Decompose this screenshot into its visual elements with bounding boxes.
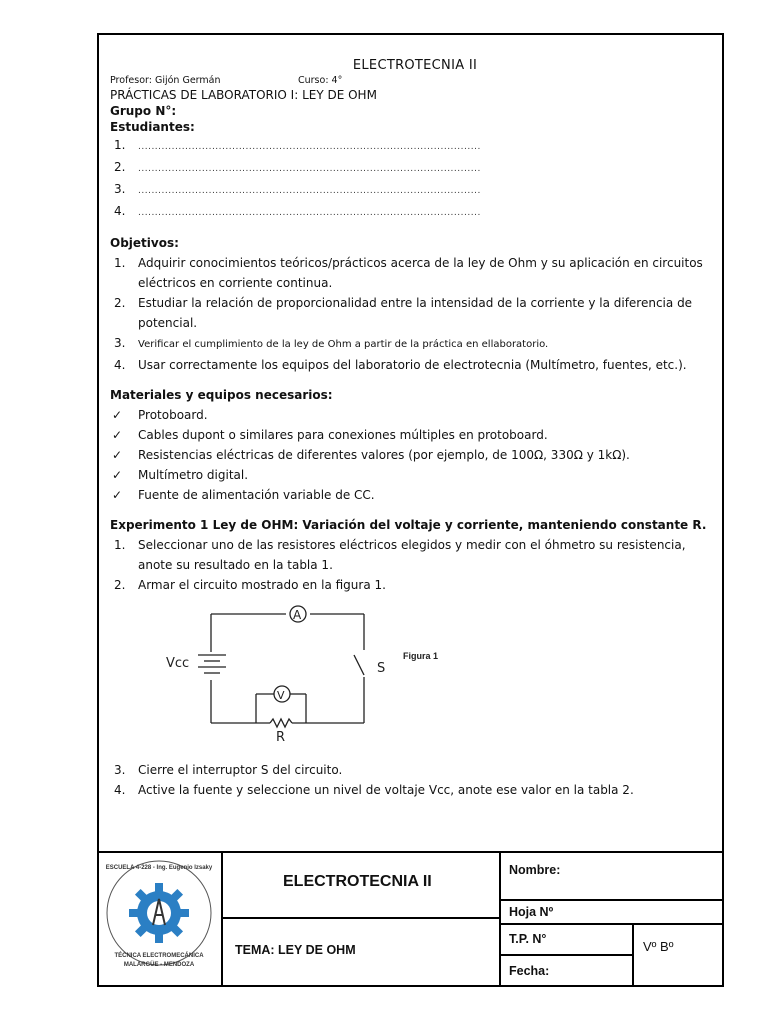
objetivo-item (110, 253, 720, 293)
experimento-heading: Experimento 1 Ley de OHM: Variación del voltaje y corriente, manteniendo constante R. (110, 518, 707, 532)
student-blank: ...................................................................................................... (138, 164, 481, 174)
logo-mid-text: TÉCNICA ELECTROMECÁNICA (114, 953, 204, 959)
checkmark-icon: ✓ (112, 448, 123, 462)
student-blank: ...................................................................................................... (138, 208, 481, 218)
material-text: Resistencias eléctricas de diferentes valores (por ejemplo, de 100Ω, 330Ω y 1kΩ). (138, 448, 630, 462)
hoja-label: Hoja Nº (509, 905, 554, 919)
experimento-step (110, 780, 720, 800)
school-logo (99, 853, 219, 983)
experimento-steps-a (110, 535, 720, 595)
meta-line (110, 75, 720, 87)
school-logo-cell (99, 853, 223, 987)
logo-top-text: ESCUELA 4-228 - Ing. Eugenio Izsaky (105, 865, 213, 871)
switch-blade (354, 655, 364, 675)
list-number: 1. (114, 256, 126, 270)
student-line (110, 201, 720, 223)
step-text: Armar el circuito mostrado en la figura 1. (138, 578, 386, 592)
students-list (110, 135, 720, 223)
list-number: 1. (114, 538, 126, 552)
vb-label: Vº Bº (643, 939, 674, 954)
objetivos-list (110, 253, 720, 375)
resistor-label: R (276, 730, 286, 745)
step-text: Cierre el interruptor S del circuito. (138, 763, 343, 777)
objetivo-text: Verificar el cumplimiento de la ley de Ohm a partir de la práctica en ellaboratorio. (138, 339, 549, 350)
experimento-step (110, 535, 720, 575)
student-line (110, 179, 720, 201)
ammeter-label: A (293, 608, 302, 622)
material-text: Protoboard. (138, 408, 208, 422)
material-item (110, 425, 720, 445)
document-body (110, 35, 720, 800)
materiales-list (110, 405, 720, 505)
student-blank: ...................................................................................................... (138, 142, 481, 152)
vb-cell (634, 925, 722, 987)
material-text: Cables dupont o similares para conexiones múltiples en protoboard. (138, 428, 548, 442)
footer-title: ELECTROTECNIA II (283, 873, 432, 890)
resistor-symbol (270, 719, 292, 727)
objetivo-text: Adquirir conocimientos teóricos/prácticos acerca de la ley de Ohm y su aplicación en circuitos eléctricos en corriente continua. (138, 256, 703, 290)
footer-title-cell (223, 853, 501, 919)
step-text: Active la fuente y seleccione un nivel de voltaje Vcc, anote ese valor en la tabla 2. (138, 783, 634, 797)
vcc-label: Vcc (166, 656, 190, 671)
figure-caption: Figura 1 (403, 651, 439, 661)
student-line (110, 157, 720, 179)
experimento-step (110, 575, 720, 595)
list-number: 2. (114, 578, 126, 592)
list-number: 2. (114, 160, 126, 174)
fecha-cell (501, 956, 634, 987)
checkmark-icon: ✓ (112, 408, 123, 422)
circuit-diagram (110, 595, 710, 760)
objetivos-heading: Objetivos: (110, 236, 179, 250)
objetivo-item (110, 355, 720, 375)
document-title: ELECTROTECNIA II (352, 58, 478, 73)
tp-cell (501, 925, 634, 956)
list-number: 4. (114, 358, 126, 372)
gear-icon (129, 883, 189, 943)
fecha-label: Fecha: (509, 964, 550, 978)
materiales-heading: Materiales y equipos necesarios: (110, 388, 333, 402)
logo-bottom-text: MALARGÜE - MENDOZA (123, 962, 195, 968)
grupo-label: Grupo N°: (110, 104, 177, 118)
list-number: 4. (114, 783, 126, 797)
checkmark-icon: ✓ (112, 488, 123, 502)
step-text: Seleccionar uno de las resistores eléctricos elegidos y medir con el óhmetro su resistencia, anote su resultado en la tabla 1. (138, 538, 686, 572)
list-number: 3. (114, 182, 126, 196)
footer-table (99, 851, 722, 987)
curso-label: Curso: 4° (298, 75, 343, 86)
switch-label: S (377, 661, 386, 676)
experimento-step (110, 760, 720, 780)
material-text: Fuente de alimentación variable de CC. (138, 488, 375, 502)
nombre-cell (501, 853, 722, 901)
student-blank: ...................................................................................................... (138, 186, 481, 196)
list-number: 4. (114, 204, 126, 218)
material-item (110, 405, 720, 425)
list-number: 2. (114, 296, 126, 310)
objetivo-item (110, 293, 720, 333)
material-text: Multímetro digital. (138, 468, 249, 482)
objetivo-item (110, 333, 720, 355)
list-number: 3. (114, 763, 126, 777)
footer-tema-cell (223, 919, 501, 987)
experimento-steps-b (110, 760, 720, 800)
student-line (110, 135, 720, 157)
checkmark-icon: ✓ (112, 468, 123, 482)
checkmark-icon: ✓ (112, 428, 123, 442)
footer-tema: TEMA: LEY DE OHM (235, 943, 356, 957)
nombre-label: Nombre: (509, 863, 561, 877)
hoja-cell (501, 901, 722, 925)
practicas-heading: PRÁCTICAS DE LABORATORIO I: LEY DE OHM (110, 88, 377, 102)
voltmeter-label: V (277, 689, 285, 702)
circuit-figure (110, 595, 720, 760)
material-item (110, 445, 720, 465)
material-item (110, 485, 720, 505)
list-number: 1. (114, 138, 126, 152)
tp-label: T.P. N° (509, 932, 547, 946)
profesor-label: Profesor: Gijón Germán (110, 75, 221, 86)
material-item (110, 465, 720, 485)
list-number: 3. (114, 336, 126, 350)
objetivo-text: Usar correctamente los equipos del laboratorio de electrotecnia (Multímetro, fuentes, etc.). (138, 358, 687, 372)
objetivo-text: Estudiar la relación de proporcionalidad entre la intensidad de la corriente y la diferencia de potencial. (138, 296, 693, 330)
document-sheet (97, 33, 724, 987)
estudiantes-label: Estudiantes: (110, 120, 195, 134)
